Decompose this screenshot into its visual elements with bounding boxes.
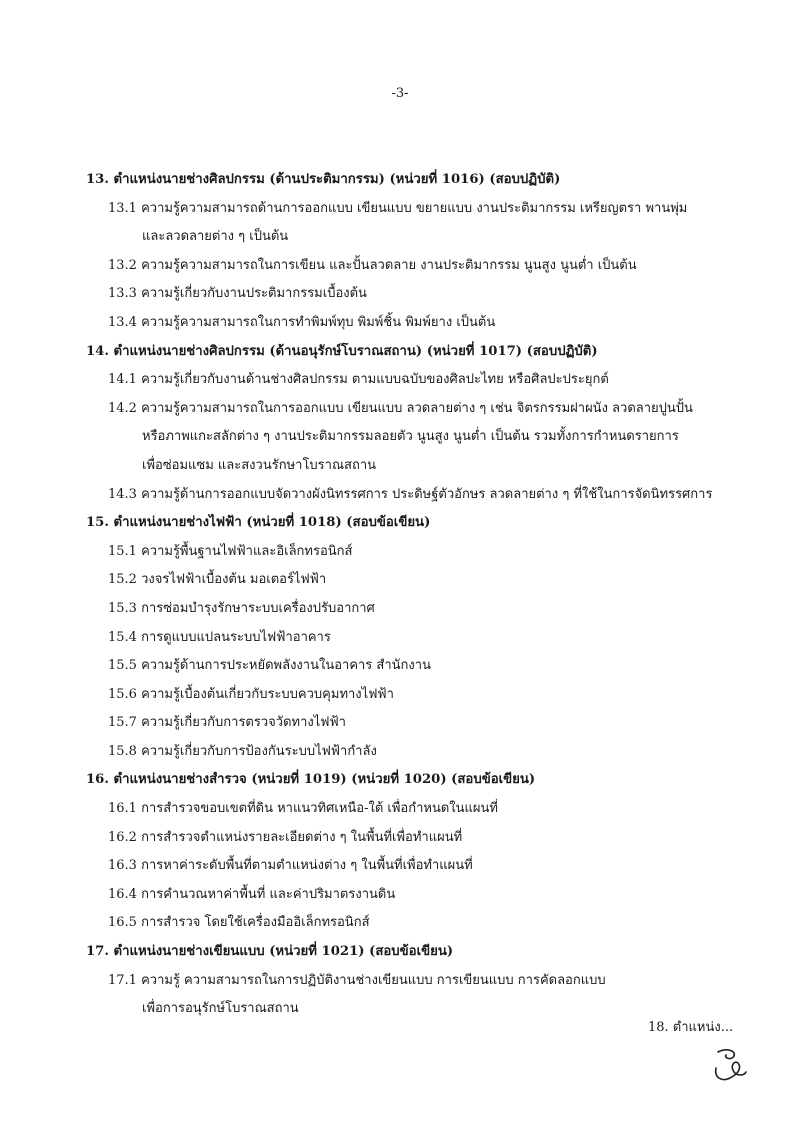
list-item (86, 481, 766, 510)
list-item (86, 709, 766, 738)
list-item-text: 13.4 ความรู้ความสามารถในการทำพิมพ์ทุบ พิมพ์ชิ้น พิมพ์ยาง เป็นต้น (108, 314, 496, 330)
list-item-text: 17.1 ความรู้ ความสามารถในการปฏิบัติงานช่างเขียนแบบ การเขียนแบบ การคัดลอกแบบ (108, 972, 606, 988)
list-item-text: 14.1 ความรู้เกี่ยวกับงานด้านช่างศิลปกรรม ตามแบบฉบับของศิลปะไทย หรือศิลปะประยุกต์ (108, 372, 609, 388)
list-item-text: 16.2 การสำรวจตำแหน่งรายละเอียดต่าง ๆ ในพื้นที่เพื่อทำแผนที่ (108, 829, 463, 845)
list-item-text: 13.2 ความรู้ความสามารถในการเขียน และปั้นลวดลาย งานประติมากรรม นูนสูง นูนต่ำ เป็นต้น (108, 257, 637, 273)
list-item-continuation: และลวดลายต่าง ๆ เป็นต้น (142, 229, 289, 245)
list-item (86, 566, 766, 595)
list-item-text: 15.2 วงจรไฟฟ้าเบื้องต้น มอเตอร์ไฟฟ้า (108, 572, 327, 588)
list-item-text: 15.6 ความรู้เบื้องต้นเกี่ยวกับระบบควบคุมทางไฟฟ้า (108, 686, 394, 702)
list-item-text: 16.4 การคำนวณหาค่าพื้นที่ และค่าปริมาตรงานดิน (108, 886, 396, 902)
continuation-marker: 18. ตำแหน่ง... (648, 1020, 734, 1035)
list-item-continuation: เพื่อการอนุรักษ์โบราณสถาน (142, 1001, 299, 1017)
list-item (86, 195, 766, 252)
list-item-continuation: หรือภาพแกะสลักต่าง ๆ งานประติมากรรมลอยตัว นูนสูง นูนต่ำ เป็นต้น รวมทั้งการกำหนดรายการ (142, 429, 679, 445)
list-item-text: 16.3 การหาค่าระดับพื้นที่ตามตำแหน่งต่าง ๆ ในพื้นที่เพื่อทำแผนที่ (108, 858, 473, 874)
list-item (86, 366, 766, 395)
list-item-text: 14.2 ความรู้ความสามารถในการออกแบบ เขียนแบบ ลวดลายต่าง ๆ เช่น จิตรกรรมฝาผนัง ลวดลายปูนปั้น (108, 400, 693, 416)
document-body (86, 166, 766, 1024)
section-title: 13. ตำแหน่งนายช่างศิลปกรรม (ด้านประติมากรรม) (หน่วยที่ 1016) (สอบปฏิบัติ) (86, 172, 561, 187)
list-item-text: 16.1 การสำรวจขอบเขตที่ดิน หาแนวทิศเหนือ-ใต้ เพื่อกำหนดในแผนที่ (108, 801, 498, 817)
list-item (86, 881, 766, 910)
section-title: 16. ตำแหน่งนายช่างสำรวจ (หน่วยที่ 1019) (หน่วยที่ 1020) (สอบข้อเขียน) (86, 772, 536, 788)
list-item-text: 14.3 ความรู้ด้านการออกแบบจัดวางผังนิทรรศการ ประดิษฐ์ตัวอักษร ลวดลายต่าง ๆ ที่ใช้ในการจัดนิทรรศการ (108, 486, 713, 502)
list-item (86, 852, 766, 881)
list-item (86, 909, 766, 938)
section-title: 17. ตำแหน่งนายช่างเขียนแบบ (หน่วยที่ 1021) (สอบข้อเขียน) (86, 944, 454, 960)
list-item (86, 795, 766, 824)
list-item-text: 15.8 ความรู้เกี่ยวกับการป้องกันระบบไฟฟ้ากำลัง (108, 743, 377, 759)
section-title: 14. ตำแหน่งนายช่างศิลปกรรม (ด้านอนุรักษ์โบราณสถาน) (หน่วยที่ 1017) (สอบปฏิบัติ) (86, 343, 598, 359)
list-item-continuation: เพื่อซ่อมแซม และสงวนรักษาโบราณสถาน (142, 457, 377, 473)
list-item-text: 15.7 ความรู้เกี่ยวกับการตรวจวัดทางไฟฟ้า (108, 715, 346, 731)
page-number: -3- (391, 86, 409, 101)
list-item-text: 13.1 ความรู้ความสามารถด้านการออกแบบ เขียนแบบ ขยายแบบ งานประติมากรรม เหรียญตรา พานพุ่ม (108, 200, 688, 216)
list-item (86, 395, 766, 481)
list-item-text: 15.4 การดูแบบแปลนระบบไฟฟ้าอาคาร (108, 629, 331, 645)
list-item (86, 824, 766, 853)
list-item (86, 309, 766, 338)
list-item (86, 624, 766, 653)
list-item-text: 15.3 การซ่อมบำรุงรักษาระบบเครื่องปรับอากาศ (108, 600, 375, 616)
list-item (86, 538, 766, 567)
list-item-text: 13.3 ความรู้เกี่ยวกับงานประติมากรรมเบื้องต้น (108, 286, 367, 302)
section-title: 15. ตำแหน่งนายช่างไฟฟ้า (หน่วยที่ 1018) (สอบข้อเขียน) (86, 515, 431, 531)
list-item (86, 681, 766, 710)
list-item (86, 652, 766, 681)
list-item (86, 595, 766, 624)
list-item (86, 280, 766, 309)
list-item (86, 252, 766, 281)
list-item (86, 738, 766, 767)
list-item-text: 15.1 ความรู้พื้นฐานไฟฟ้าและอิเล็กทรอนิกส์ (108, 543, 353, 559)
signature-icon (712, 1046, 748, 1084)
list-item-text: 16.5 การสำรวจ โดยใช้เครื่องมืออิเล็กทรอนิกส์ (108, 915, 370, 931)
list-item-text: 15.5 ความรู้ด้านการประหยัดพลังงานในอาคาร สำนักงาน (108, 658, 431, 674)
